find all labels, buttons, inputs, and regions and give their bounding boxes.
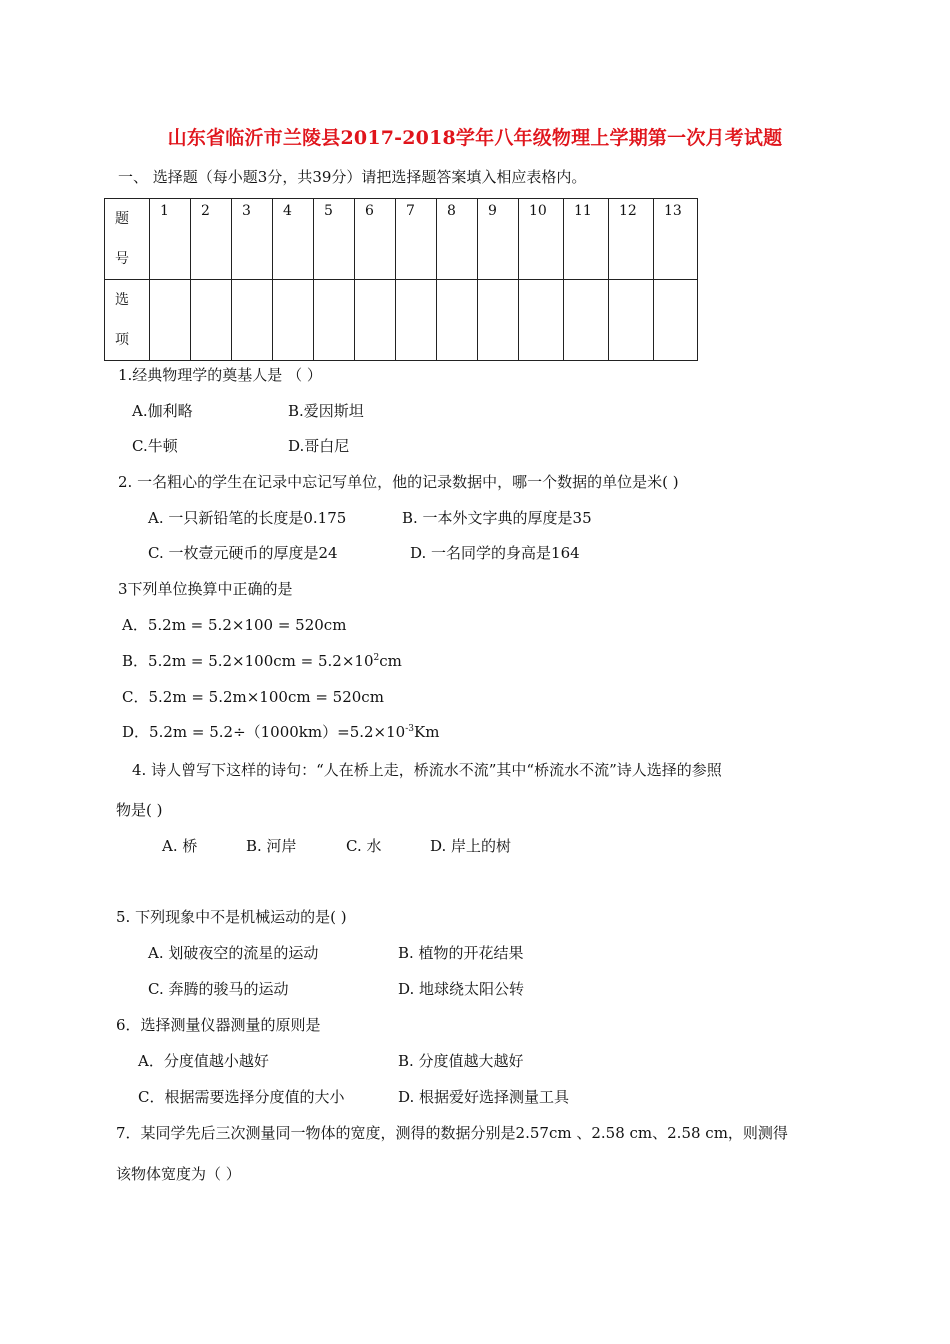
column-header: 7 <box>396 199 437 280</box>
answer-cell[interactable] <box>437 280 478 361</box>
question-4-option-a: A. 桥 <box>162 837 198 855</box>
column-header: 9 <box>478 199 519 280</box>
column-header: 3 <box>232 199 273 280</box>
question-1-option-d: D.哥白尼 <box>288 437 350 455</box>
answer-cell[interactable] <box>150 280 191 361</box>
exponent: -3 <box>405 724 414 734</box>
column-header: 10 <box>519 199 564 280</box>
question-2-option-a: A. 一只新铅笔的长度是0.175 <box>148 509 347 527</box>
column-header: 6 <box>355 199 396 280</box>
question-4-stem-continued: 物是( ) <box>116 801 163 819</box>
answer-cell[interactable] <box>519 280 564 361</box>
question-1-stem: 1.经典物理学的奠基人是 （ ） <box>118 366 322 384</box>
question-1-option-b: B.爱因斯坦 <box>288 402 364 420</box>
question-1-option-c: C.牛顿 <box>132 437 178 455</box>
column-header: 8 <box>437 199 478 280</box>
question-6-option-d: D. 根据爱好选择测量工具 <box>398 1088 570 1106</box>
question-7-stem: 7．某同学先后三次测量同一物体的宽度，测得的数据分别是2.57cm 、2.58 cm、2.58 cm，则测得 <box>116 1124 788 1142</box>
question-4-option-c: C. 水 <box>346 837 382 855</box>
question-5-option-d: D. 地球绕太阳公转 <box>398 980 525 998</box>
exponent: 2 <box>373 653 380 663</box>
column-header: 1 <box>150 199 191 280</box>
column-header: 4 <box>273 199 314 280</box>
question-6-stem: 6．选择测量仪器测量的原则是 <box>116 1016 321 1034</box>
column-header: 2 <box>191 199 232 280</box>
answer-cell[interactable] <box>191 280 232 361</box>
question-3-option-c: C．5.2m = 5.2m×100cm = 520cm <box>122 688 384 706</box>
question-4-option-b: B. 河岸 <box>246 837 297 855</box>
answer-cell[interactable] <box>564 280 609 361</box>
page-title: 山东省临沂市兰陵县2017-2018学年八年级物理上学期第一次月考试题 <box>167 127 783 149</box>
row-label-number <box>105 199 150 280</box>
column-header: 12 <box>609 199 654 280</box>
answer-table <box>104 198 698 361</box>
row-label-answer <box>105 280 150 361</box>
answer-cell[interactable] <box>355 280 396 361</box>
option-text: D．5.2m = 5.2÷（1000km）=5.2×10 <box>122 723 406 741</box>
answer-cell[interactable] <box>396 280 437 361</box>
column-header: 11 <box>564 199 609 280</box>
question-6-option-c: C．根据需要选择分度值的大小 <box>138 1088 345 1106</box>
question-3-option-a: A．5.2m = 5.2×100 = 520cm <box>122 616 347 634</box>
question-1-option-a: A.伽利略 <box>132 402 193 420</box>
question-5-option-b: B. 植物的开花结果 <box>398 944 524 962</box>
question-7-stem-continued: 该物体宽度为（ ） <box>116 1165 241 1183</box>
unit-text: cm <box>379 652 402 670</box>
question-2-stem: 2. 一名粗心的学生在记录中忘记写单位，他的记录数据中，哪一个数据的单位是米( ) <box>118 473 679 491</box>
question-4-option-d: D. 岸上的树 <box>430 837 512 855</box>
question-2-option-d: D. 一名同学的身高是164 <box>410 544 580 562</box>
row-label-text: 选项 <box>115 292 129 348</box>
answer-cell[interactable] <box>609 280 654 361</box>
row-label-text: 题号 <box>115 211 129 267</box>
option-text: B．5.2m = 5.2×100cm = 5.2×10 <box>122 652 374 670</box>
answer-cell[interactable] <box>273 280 314 361</box>
table-row-numbers <box>105 199 698 280</box>
question-6-option-b: B. 分度值越大越好 <box>398 1052 524 1070</box>
question-2-option-c: C. 一枚壹元硬币的厚度是24 <box>148 544 338 562</box>
unit-text: Km <box>413 723 440 741</box>
column-header: 5 <box>314 199 355 280</box>
question-6-option-a: A．分度值越小越好 <box>138 1052 269 1070</box>
question-5-option-c: C. 奔腾的骏马的运动 <box>148 980 289 998</box>
question-5-option-a: A. 划破夜空的流星的运动 <box>148 944 319 962</box>
answer-cell[interactable] <box>654 280 698 361</box>
column-header: 13 <box>654 199 698 280</box>
question-3-option-b <box>122 650 402 671</box>
answer-cell[interactable] <box>232 280 273 361</box>
question-5-stem: 5. 下列现象中不是机械运动的是( ) <box>116 908 347 926</box>
question-2-option-b: B. 一本外文字典的厚度是35 <box>402 509 592 527</box>
answer-cell[interactable] <box>314 280 355 361</box>
question-4-stem: 4. 诗人曾写下这样的诗句：“人在桥上走，桥流水不流”其中“桥流水不流”诗人选择的参照 <box>132 761 722 779</box>
section-heading: 一、 选择题（每小题3分，共39分）请把选择题答案填入相应表格内。 <box>118 168 587 186</box>
question-3-stem: 3下列单位换算中正确的是 <box>118 580 293 598</box>
table-row-answers <box>105 280 698 361</box>
answer-cell[interactable] <box>478 280 519 361</box>
question-3-option-d <box>122 721 439 742</box>
